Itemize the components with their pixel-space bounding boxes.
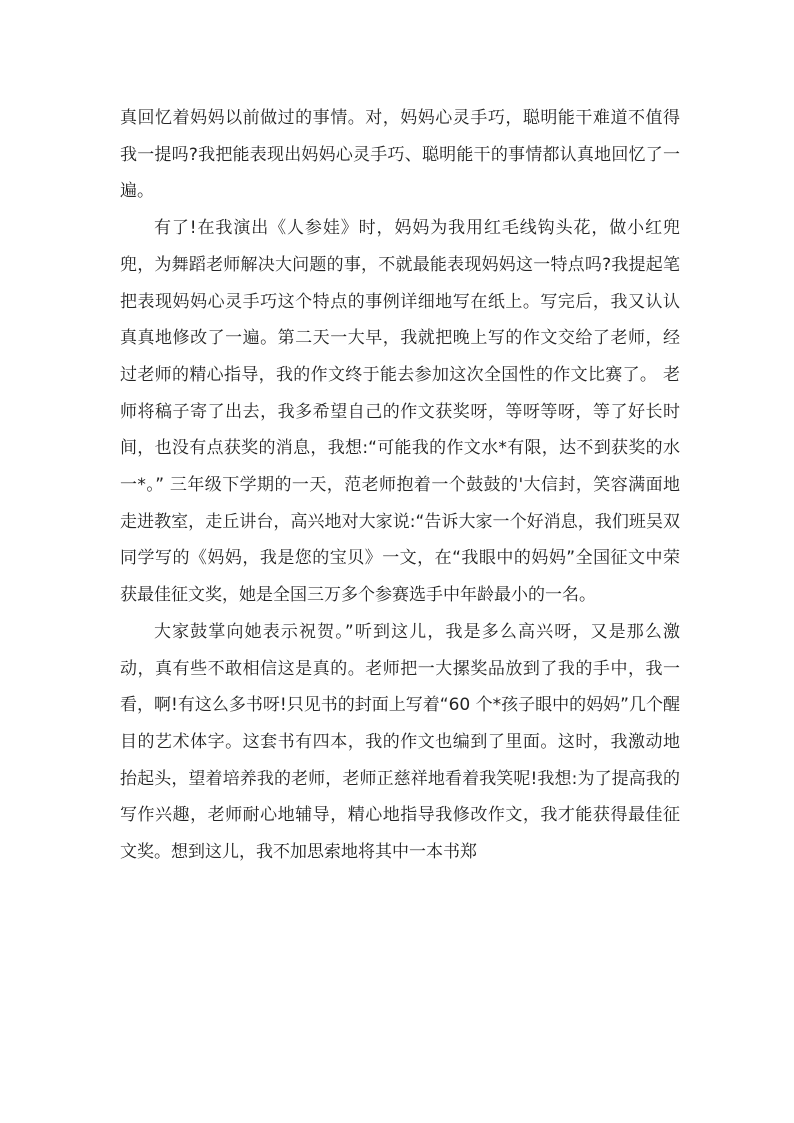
paragraph-3: 大家鼓掌向她表示祝贺。”听到这儿，我是多么高兴呀，又是那么激动，真有些不敢相信这是真的。老师把一大摞奖品放到了我的手中，我一看，啊!有这么多书呀!只见书的封面上写着“60 个*孩子眼中的妈妈”几个醒目的艺术体字。这套书有四本，我的作文也编到了里面。这时，我激动地抬起头，望着培养我的老师，老师正慈祥地看着我笑呢!我想:为了提高我的写作兴趣，老师耐心地辅导，精心地指导我修改作文，我才能获得最佳征文奖。想到这儿，我不加思索地将其中一本书郑 [120, 621, 680, 863]
document-body [120, 100, 680, 871]
paragraph-1: 真回忆着妈妈以前做过的事情。对，妈妈心灵手巧，聪明能干难道不值得我一提吗?我把能表现出妈妈心灵手巧、聪明能干的事情都认真地回忆了一遍。 [120, 108, 680, 202]
paragraph-2: 有了!在我演出《人参娃》时，妈妈为我用红毛线钩头花，做小红兜兜，为舞蹈老师解决大问题的事，不就最能表现妈妈这一特点吗?我提起笔把表现妈妈心灵手巧这个特点的事例详细地写在纸上。写完后，我又认认真真地修改了一遍。第二天一大早，我就把晚上写的作文交给了老师，经过老师的精心指导，我的作文终于能去参加这次全国性的作文比赛了。 老师将稿子寄了出去，我多希望自己的作文获奖呀，等呀等呀，等了好长时间，也没有点获奖的消息，我想:“可能我的作文水*有限，达不到获奖的水一*。” 三年级下学期的一天，范老师抱着一个鼓鼓的'大信封，笑容满面地走进教室，走丘讲台，高兴地对大家说:“告诉大家一个好消息，我们班吴双同学写的《妈妈，我是您的宝贝》一文，在“我眼中的妈妈”全国征文中荣获最佳征文奖，她是全国三万多个参赛选手中年龄最小的一名。 [120, 218, 680, 606]
